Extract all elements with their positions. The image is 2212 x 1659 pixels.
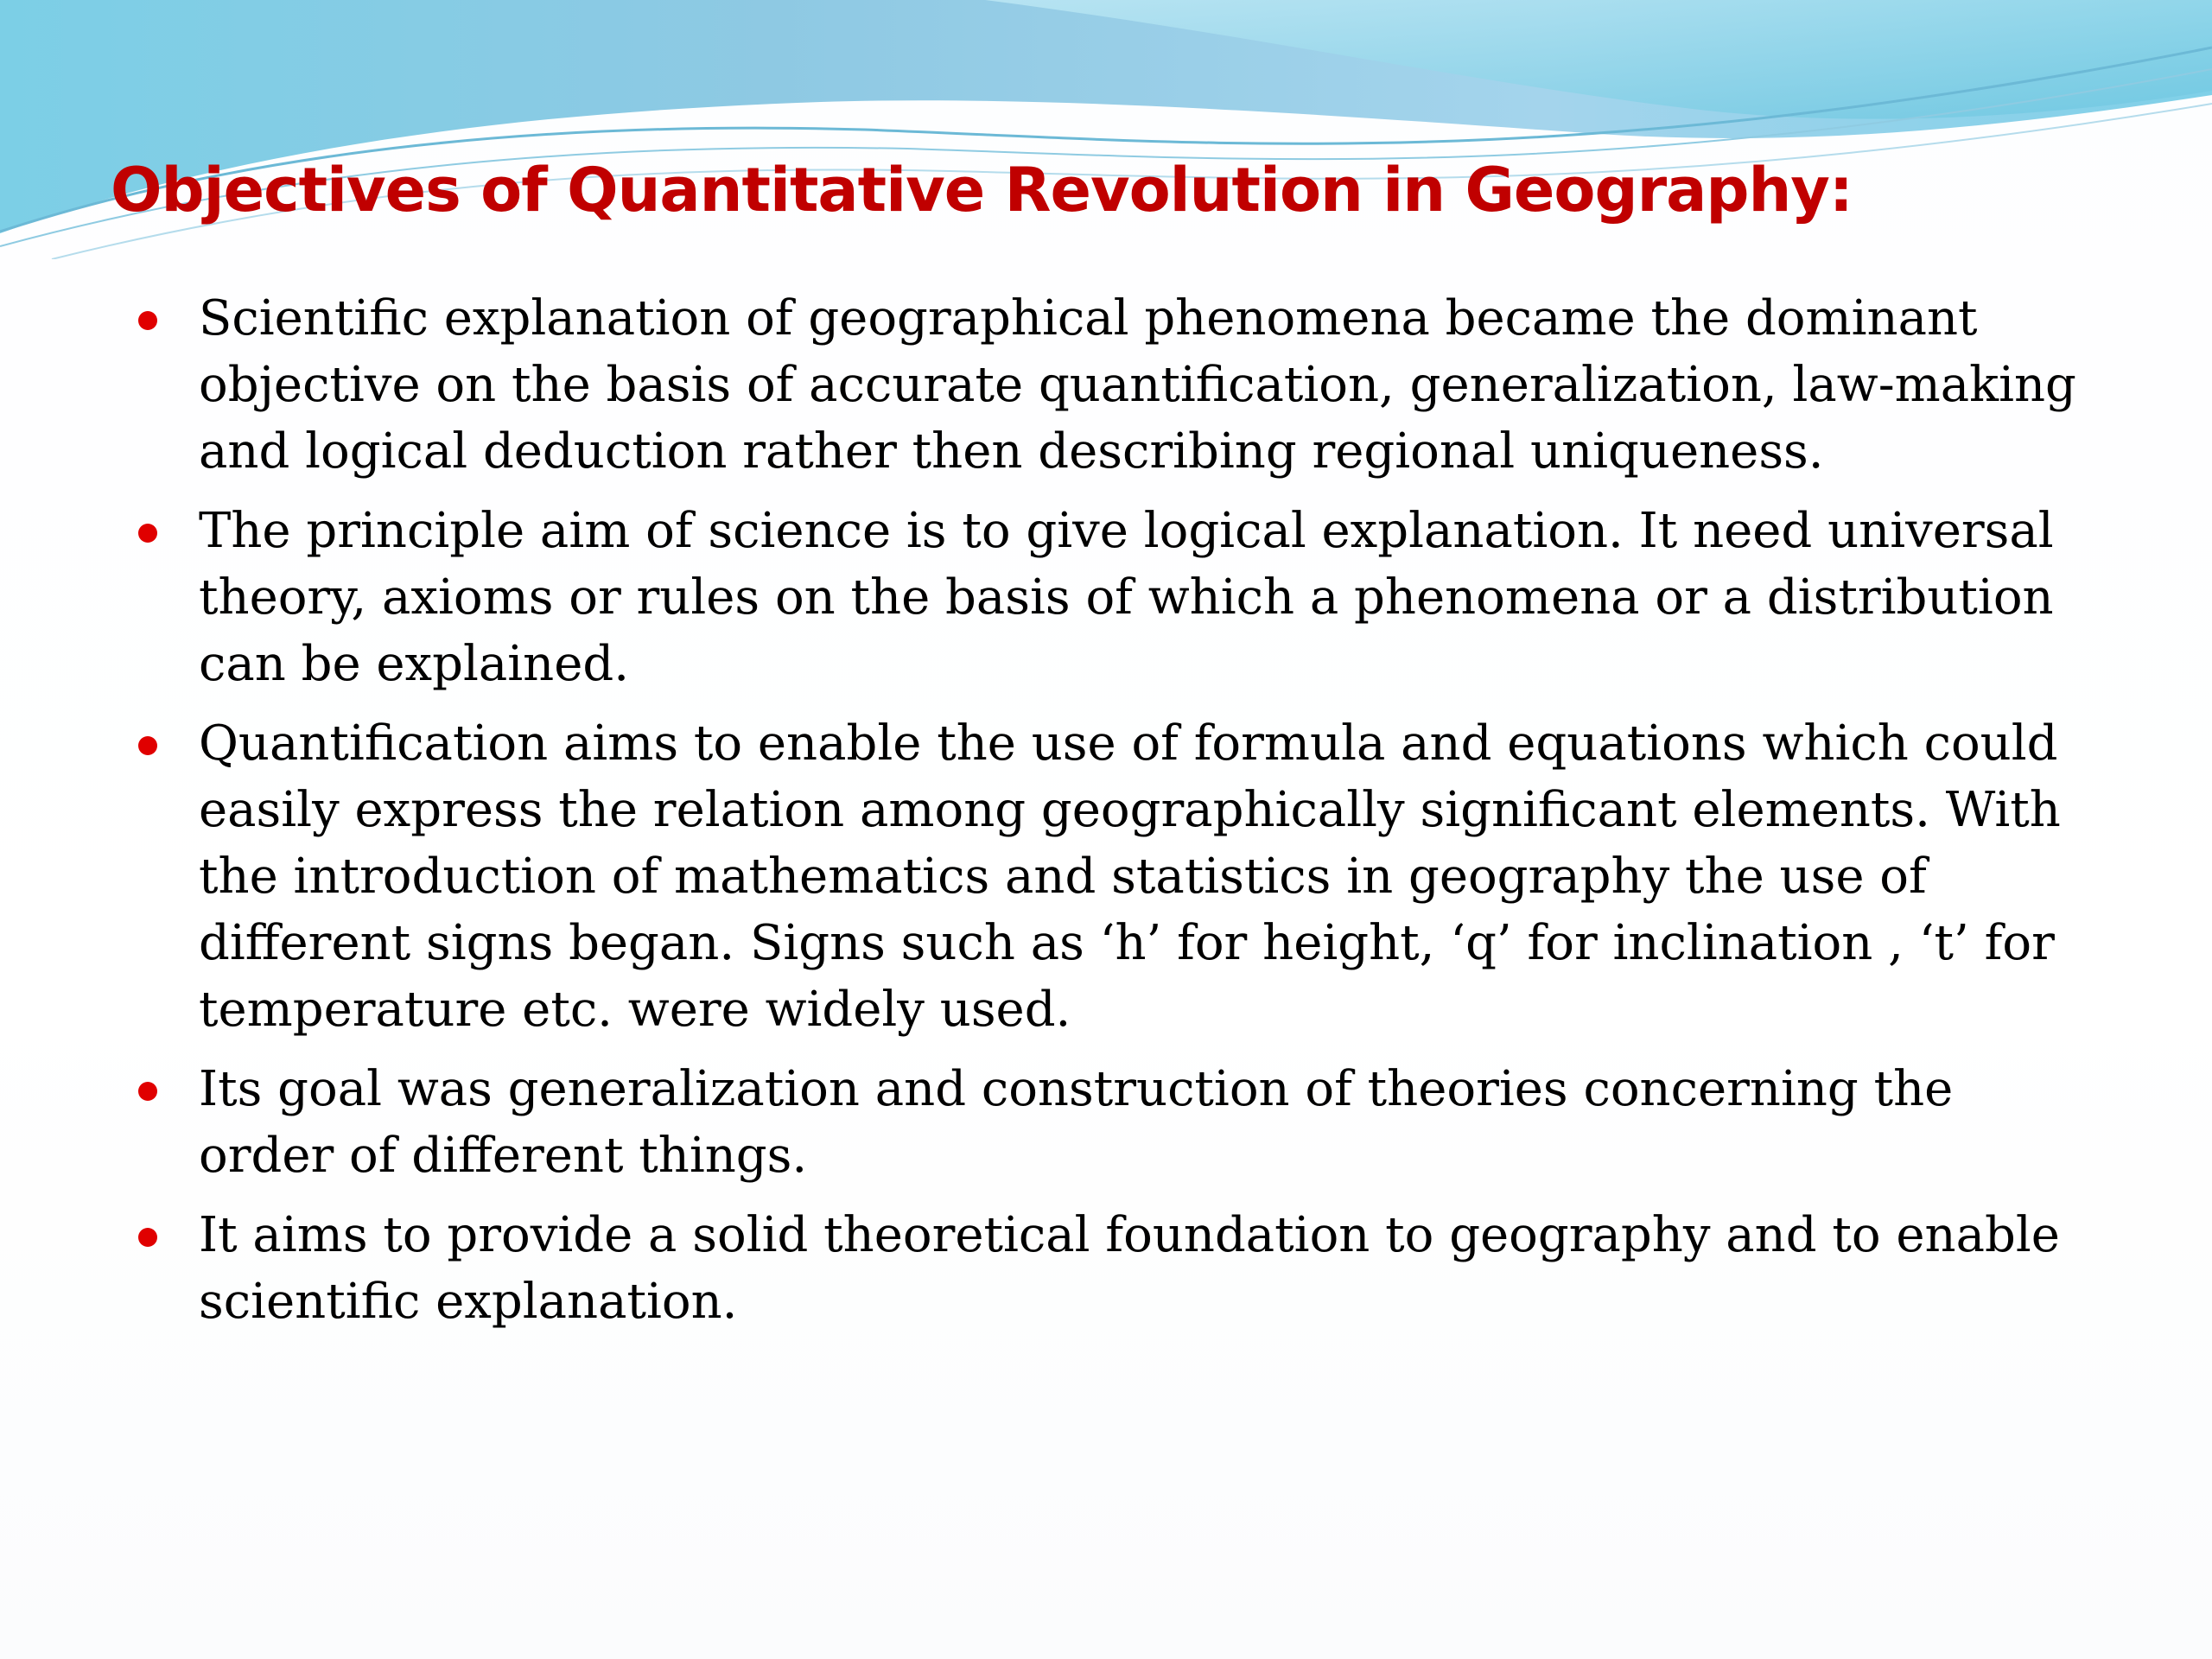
red-dot-icon: [138, 311, 157, 330]
red-dot-icon: [138, 524, 157, 543]
bullet-text: Its goal was generalization and construction of theories concerning the order of different things.: [199, 1061, 1954, 1184]
red-dot-icon: [138, 736, 157, 755]
bullet-item: [130, 498, 2091, 697]
bullet-list: [130, 285, 2091, 1348]
bullet-item: [130, 1202, 2091, 1335]
slide-title: Objectives of Quantitative Revolution in Geography:: [111, 155, 1853, 226]
red-dot-icon: [138, 1082, 157, 1101]
red-dot-icon: [138, 1228, 157, 1247]
bullet-text: It aims to provide a solid theoretical foundation to geography and to enable scientific explanation.: [199, 1207, 2060, 1330]
bullet-item: [130, 710, 2091, 1043]
bullet-text: Scientific explanation of geographical phenomena became the dominant objective on the basis of accurate quantification, generalization, law-making and logical deduction rather then describing regional uniqueness.: [199, 290, 2076, 480]
bullet-text: Quantification aims to enable the use of formula and equations which could easily express the relation among geographically significant elements. With the introduction of mathematics and statistics in geography the use of different signs began. Signs such as ‘h’ for height, ‘q’ for inclination , ‘t’ for temperature etc. were widely used.: [199, 715, 2061, 1038]
bullet-text: The principle aim of science is to give logical explanation. It need universal theory, axioms or rules on the basis of which a phenomena or a distribution can be explained.: [199, 503, 2054, 692]
bullet-item: [130, 285, 2091, 485]
bullet-item: [130, 1056, 2091, 1189]
